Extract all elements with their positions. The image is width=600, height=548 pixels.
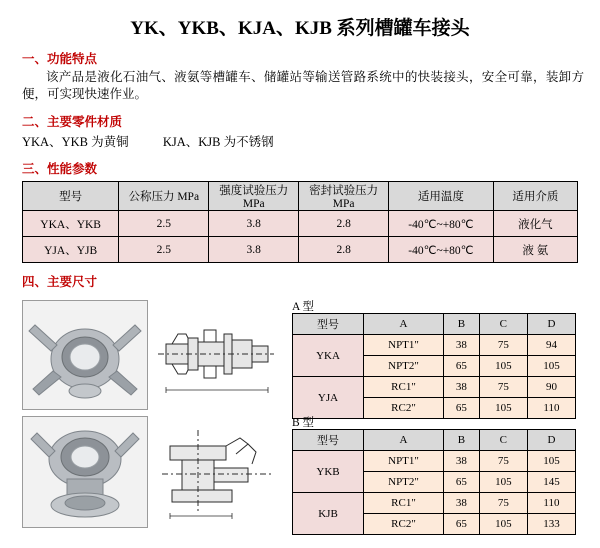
col-temperature: 适用温度 bbox=[389, 182, 494, 211]
col-d: D bbox=[527, 314, 575, 335]
perf-r1-model: YJA、YJB bbox=[23, 237, 119, 263]
dim-b-g1-r0-d: 110 bbox=[527, 493, 575, 514]
section-heading-features: 一、功能特点 bbox=[22, 52, 98, 66]
dim-b-g0-r0-c: 75 bbox=[479, 451, 527, 472]
dim-a-g0-r1-a: NPT2" bbox=[364, 356, 444, 377]
type-a-label: A 型 bbox=[292, 301, 315, 313]
dimensions-section bbox=[0, 298, 600, 548]
dimension-table-type-b bbox=[292, 429, 576, 535]
dim-a-g0-r0-b: 38 bbox=[444, 335, 480, 356]
perf-r0-medium: 液化气 bbox=[493, 211, 577, 237]
section-heading-performance: 三、性能参数 bbox=[22, 162, 98, 176]
perf-r0-model: YKA、YKB bbox=[23, 211, 119, 237]
technical-drawing-type-b bbox=[152, 416, 280, 526]
dim-b-g0-r1-c: 105 bbox=[479, 472, 527, 493]
technical-drawing-type-a bbox=[152, 300, 280, 408]
dim-b-g0-r1-d: 145 bbox=[527, 472, 575, 493]
dim-a-g0-r1-d: 105 bbox=[527, 356, 575, 377]
col-d: D bbox=[527, 430, 575, 451]
materials-line bbox=[22, 132, 600, 150]
col-b: B bbox=[444, 314, 480, 335]
col-b: B bbox=[444, 430, 480, 451]
performance-table bbox=[22, 181, 578, 263]
col-seal-test-pressure: 密封试验压力 MPa bbox=[299, 182, 389, 211]
perf-r1-seal: 2.8 bbox=[299, 237, 389, 263]
dim-a-g0-r0-d: 94 bbox=[527, 335, 575, 356]
table-row bbox=[293, 493, 576, 514]
dim-a-g1-r1-c: 105 bbox=[479, 398, 527, 419]
materials-left: YKA、YKB 为黄铜 bbox=[22, 135, 129, 149]
section-heading-dimensions: 四、主要尺寸 bbox=[22, 275, 98, 289]
table-header-row bbox=[23, 182, 578, 211]
perf-r1-nominal: 2.5 bbox=[119, 237, 209, 263]
col-nominal-pressure: 公称压力 MPa bbox=[119, 182, 209, 211]
dim-a-g1-r1-d: 110 bbox=[527, 398, 575, 419]
perf-r0-seal: 2.8 bbox=[299, 211, 389, 237]
perf-r0-strength: 3.8 bbox=[209, 211, 299, 237]
dim-a-model-1: YJA bbox=[293, 377, 364, 419]
dim-a-g0-r0-c: 75 bbox=[479, 335, 527, 356]
dim-b-g1-r0-b: 38 bbox=[444, 493, 480, 514]
table-row bbox=[23, 211, 578, 237]
dim-b-g1-r0-c: 75 bbox=[479, 493, 527, 514]
dim-a-g1-r0-b: 38 bbox=[444, 377, 480, 398]
table-row bbox=[293, 377, 576, 398]
perf-r1-strength: 3.8 bbox=[209, 237, 299, 263]
dim-b-g1-r1-a: RC2" bbox=[364, 514, 444, 535]
dim-a-g0-r1-b: 65 bbox=[444, 356, 480, 377]
dim-a-model-0: YKA bbox=[293, 335, 364, 377]
dim-b-g0-r1-b: 65 bbox=[444, 472, 480, 493]
perf-r0-temp: -40℃~+80℃ bbox=[389, 211, 494, 237]
product-photo-type-b bbox=[22, 416, 148, 528]
dim-a-g0-r1-c: 105 bbox=[479, 356, 527, 377]
dim-b-model-1: KJB bbox=[293, 493, 364, 535]
perf-r0-nominal: 2.5 bbox=[119, 211, 209, 237]
table-row bbox=[23, 237, 578, 263]
dim-b-g1-r1-d: 133 bbox=[527, 514, 575, 535]
col-medium: 适用介质 bbox=[493, 182, 577, 211]
table-row bbox=[293, 335, 576, 356]
dim-a-g0-r0-a: NPT1" bbox=[364, 335, 444, 356]
page-title: YK、YKB、KJA、KJB 系列槽罐车接头 bbox=[130, 18, 470, 39]
perf-r1-medium: 液 氨 bbox=[493, 237, 577, 263]
col-model: 型号 bbox=[23, 182, 119, 211]
col-strength-test-pressure: 强度试验压力 MPa bbox=[209, 182, 299, 211]
dim-a-g1-r0-d: 90 bbox=[527, 377, 575, 398]
dim-b-g0-r0-d: 105 bbox=[527, 451, 575, 472]
dim-a-g1-r0-c: 75 bbox=[479, 377, 527, 398]
dim-a-g1-r1-a: RC2" bbox=[364, 398, 444, 419]
dim-a-g1-r1-b: 65 bbox=[444, 398, 480, 419]
dim-b-g1-r1-b: 65 bbox=[444, 514, 480, 535]
dim-b-model-0: YKB bbox=[293, 451, 364, 493]
perf-r1-temp: -40℃~+80℃ bbox=[389, 237, 494, 263]
dim-b-g0-r1-a: NPT2" bbox=[364, 472, 444, 493]
col-a: A bbox=[364, 314, 444, 335]
col-model: 型号 bbox=[293, 430, 364, 451]
col-c: C bbox=[479, 430, 527, 451]
features-text: 该产品是液化石油气、液氨等槽罐车、储罐站等输送管路系统中的快装接头，安全可靠，装卸方便，可实现快速作业。 bbox=[22, 70, 584, 101]
dim-b-g1-r0-a: RC1" bbox=[364, 493, 444, 514]
dim-b-g0-r0-b: 38 bbox=[444, 451, 480, 472]
type-b-label: B 型 bbox=[292, 417, 315, 429]
dim-b-g0-r0-a: NPT1" bbox=[364, 451, 444, 472]
dim-b-g1-r1-c: 105 bbox=[479, 514, 527, 535]
dim-a-g1-r0-a: RC1" bbox=[364, 377, 444, 398]
table-header-row bbox=[293, 314, 576, 335]
col-model: 型号 bbox=[293, 314, 364, 335]
dimension-table-type-a bbox=[292, 313, 576, 419]
section-heading-materials: 二、主要零件材质 bbox=[22, 115, 123, 129]
product-photo-type-a bbox=[22, 300, 148, 410]
col-c: C bbox=[479, 314, 527, 335]
table-row bbox=[293, 451, 576, 472]
col-a: A bbox=[364, 430, 444, 451]
table-header-row bbox=[293, 430, 576, 451]
materials-right: KJA、KJB 为不锈钢 bbox=[162, 135, 274, 149]
